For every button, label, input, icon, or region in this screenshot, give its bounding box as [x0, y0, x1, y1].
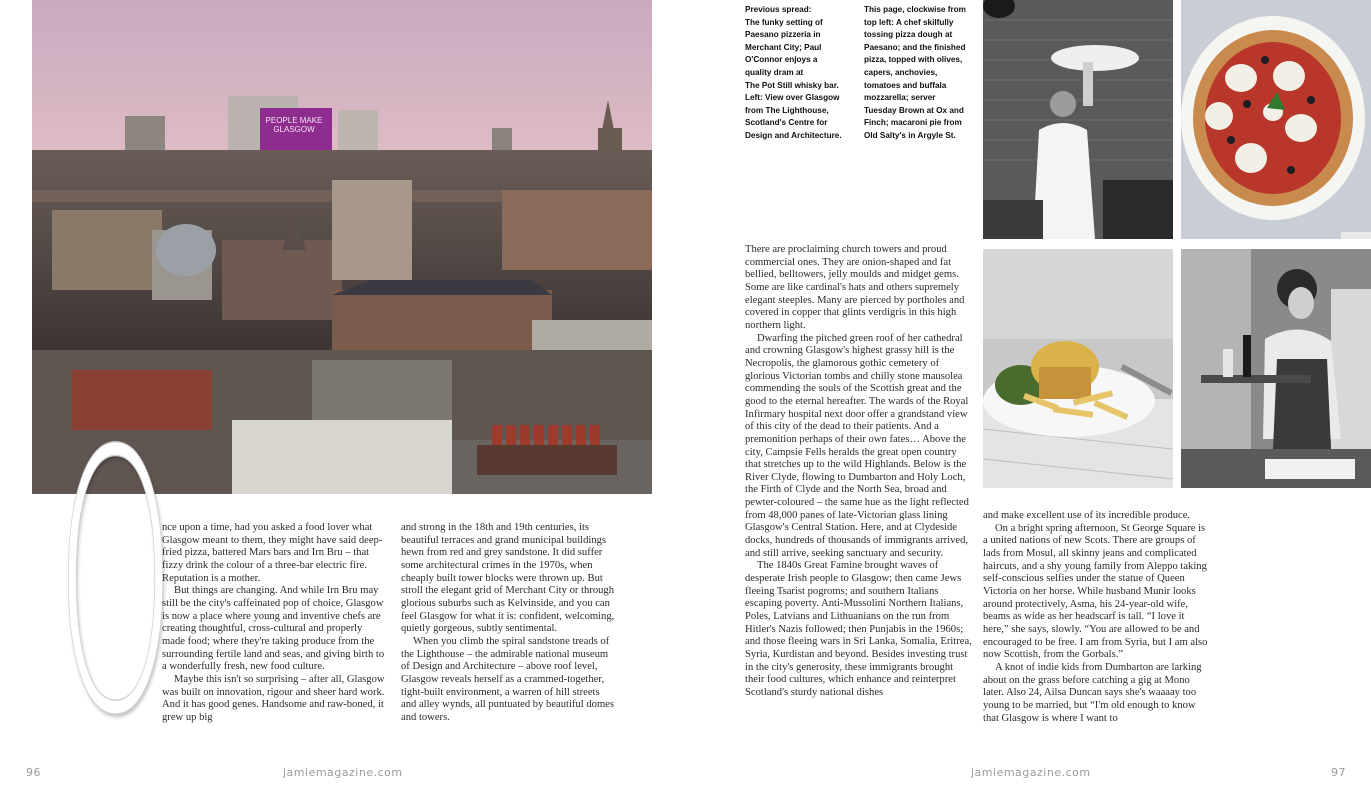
- col3-para-2: Dwarfing the pitched green roof of her cathedral and crowning Glasgow's highest grassy hill is the Necropolis, the glamorous gothic cemetery of glorious Victorian tombs and chilly stone mausolea commending the souls of the Scottish great and the good to the eternal hereafter. The wards of the Royal Infirmary hospital next door offer a grandstand view of this city of the dead to their patients. And a premonition perhaps of their own fates… Above the city, Campsie Fells heralds the great open country that stretches up to the wild Highlands. Below is the River Clyde, flowing to Dumbarton and Holy Loch, the Firth of Clyde and the North Sea, broad and pewter-coloured – the same hue as the light reflected from 48,000 panes of late-Victorian glass lining Glasgow's Central Station. Here, and at Clydeside docks, hundreds of thousands of immigrants arrived, and still arrive, seeking sanctuary and security.: [745, 332, 969, 559]
- caption-line: Paesano pizzeria in: [745, 30, 821, 40]
- caption-line: Scotland's Centre for: [745, 118, 828, 128]
- caption-line: Finch; macaroni pie from: [864, 118, 962, 128]
- caption-line: capers, anchovies,: [864, 67, 938, 77]
- chef-pizza-dough-photo: [983, 0, 1173, 239]
- caption-line: Previous spread:: [745, 5, 812, 14]
- caption-line: Left: View over Glasgow: [745, 93, 840, 103]
- body-column-3: [745, 244, 972, 700]
- caption-line: Tuesday Brown at Ox and: [864, 105, 964, 115]
- col1-para-1: nce upon a time, had you asked a food lover what Glasgow meant to them, they might have said deep-fried pizza, battered Mars bars and Irn Bru – that fizzy drink the colour of a three-bar electric fire. Reputation is a mother.: [162, 522, 383, 584]
- col1-para-2: But things are changing. And while Irn Bru may still be the city's caffeinated pop of choice, Glasgow is now a place where young and inventive chefs are creating thoughtful, cross-cultural and properly made food; where they're taking produce from the surrounding fertile land and seas, and giving birth to a wonderfully fresh, new food culture.: [162, 585, 385, 673]
- col2-para-1: and strong in the 18th and 19th centuries, its beautiful terraces and grand municipal buildings hewn from red and grey sandstone. It did suffer some architectural crimes in the 1970s, when cheaply built tower blocks were thrown up. But stroll the elegant grid of Merchant City or through glorious suburbs such as Kelvinside, and you can feel Glasgow for what it is: confident, welcoming, quietly gorgeous, subtly sentimental.: [401, 522, 615, 635]
- caption-line: tomatoes and buffala: [864, 80, 947, 90]
- body-column-4: [983, 510, 1209, 725]
- col3-para-3: The 1840s Great Famine brought waves of desperate Irish people to Glasgow; then came Jews fleeing Tsarist pogroms; and southern Italians escaping poverty. Anti-Mussolini Northern Italians, Poles, Latvians and Lithuanians on the run from Hitler's Nazis followed; then Punjabis in the 1960s; and those fleeing wars in Sri Lanka, Somalia, Eritrea, Syria, Kurdistan and beyond. Besides investing trust in the city's generosity, these immigrants brought their food cultures, which enhance and reinterpret Scotland's sturdy national dishes: [745, 560, 972, 698]
- caption-column-2: [864, 4, 982, 143]
- col4-para-3: A knot of indie kids from Dumbarton are larking about on the grass before catching a gig at Mono later. Also 24, Ailsa Duncan says she's waaaay too young to be married, but “I'm old enough to know that Glasgow is where I want to: [983, 661, 1202, 724]
- server-photo: [1181, 249, 1371, 488]
- caption-line: O'Connor enjoys a: [745, 55, 818, 65]
- col3-para-1: There are proclaiming church towers and proud commercial ones. They are onion-shaped and fat bellied, belltowers, jelly moulds and midget gems. Some are like cardinal's hats and others supremely elegant steeples. Many are pierced by portholes and covered in copper that glints verdigris in this high northern light.: [745, 244, 965, 331]
- caption-line: The funky setting of: [745, 17, 823, 27]
- right-page-number: 97: [1331, 766, 1346, 779]
- caption-line: mozzarella; server: [864, 93, 936, 103]
- caption-line: The Pot Still whisky bar.: [745, 80, 839, 90]
- caption-column-1: [745, 4, 860, 143]
- col4-para-2: On a bright spring afternoon, St George Square is a united nations of new Scots. There are groups of lads from Mosul, all skinny jeans and complicated haircuts, and a shy young family from Aleppo taking self-conscious selfies under the statue of Queen Victoria on her horse. While husband Munir looks around protectively, Asma, his 24-year-old wife, beams as wide as her headscarf is tall. “I love it here,” she says, slowly. “You are allowed to be and encouraged to be free. I am from Syria, but I am also now Scottish, from the Gorbals.”: [983, 522, 1208, 661]
- caption-line: This page, clockwise from: [864, 5, 966, 14]
- left-page-number: 96: [26, 766, 41, 779]
- caption-line: Merchant City; Paul: [745, 42, 822, 52]
- sign-text: PEOPLE MAKE GLASGOW: [265, 116, 323, 134]
- caption-line: pizza, topped with olives,: [864, 55, 963, 65]
- finished-pizza-photo: [1181, 0, 1371, 239]
- body-column-2: [401, 522, 617, 725]
- caption-line: tossing pizza dough at: [864, 30, 953, 40]
- col2-para-2: When you climb the spiral sandstone treads of the Lighthouse – the admirable national museum of Design and Architecture – above roof level, Glasgow reveals herself as a crammed-together, tight-built environment, a warren of hill streets and alley wynds, all puntuated by beautiful domes and towers.: [401, 635, 615, 723]
- col4-para-1: and make excellent use of its incredible produce.: [983, 510, 1191, 521]
- macaroni-pie-photo: [983, 249, 1173, 488]
- people-make-glasgow-sign: [264, 116, 324, 134]
- caption-line: from The Lighthouse,: [745, 105, 829, 115]
- caption-line: Paesano; and the finished: [864, 42, 966, 52]
- caption-line: Design and Architecture.: [745, 130, 842, 140]
- caption-line: Old Salty's in Argyle St.: [864, 130, 956, 140]
- caption-line: quality dram at: [745, 67, 804, 77]
- left-footer-url: jamiemagazine.com: [283, 766, 403, 779]
- col1-para-3: Maybe this isn't so surprising – after all, Glasgow was built on innovation, rigour and sheer hard work. And it has good genes. Handsome and raw-boned, it grew up big: [162, 673, 385, 723]
- right-footer-url: jamiemagazine.com: [971, 766, 1091, 779]
- drop-cap: O: [56, 420, 176, 740]
- body-column-1: [162, 522, 386, 725]
- caption-line: top left: A chef skilfully: [864, 17, 954, 27]
